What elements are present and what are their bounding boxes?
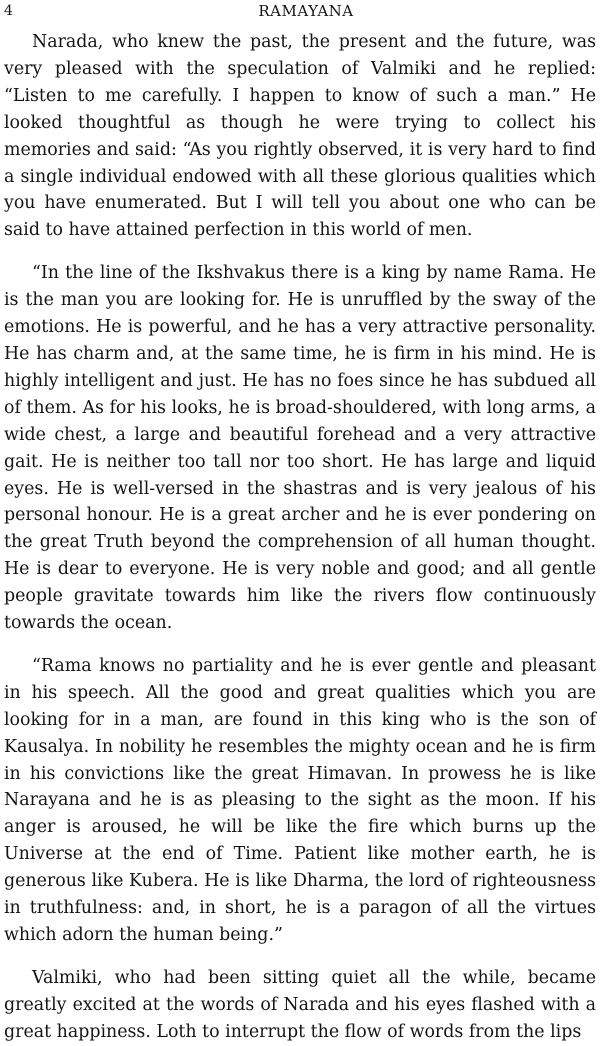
paragraph-narada-reply: Narada, who knew the past, the present and the future, was very pleased with the speculation of Valmiki and he replied: “Listen to me carefully. I happen to know of such a man.” He looked thoughtful as though he were trying to collect his memories and said: “As you rightly observed, it is very hard to find a single individual endowed with all these glorious qualities which you have enumerated. But I will tell you about one who can be said to have attained perfection in this world of men. — [4, 32, 596, 241]
paragraph-rama-description: “In the line of the Ikshvakus there is a king by name Rama. He is the man you are looking for. He is unruffled by the sway of the emotions. He is powerful, and he has a very attractive personality. He has charm and, at the same time, he is firm in his mind. He is highly intelligent and just. He has no foes since he has subdued all of them. As for his looks, he is broad-shouldered, with long arms, a wide chest, a large and beautiful forehead and a very attractive gait. He is neither too tall nor too short. He has large and liquid eyes. He is well-versed in the shastras and is very jealous of his personal honour. He is a great archer and he is ever pondering on the great Truth beyond the comprehension of all human thought. He is dear to everyone. He is very noble and good; and all gentle people gravitate towards him like the rivers flow continuously towards the ocean. — [4, 263, 596, 634]
page-number: 4 — [4, 3, 13, 19]
paragraph-rama-qualities: “Rama knows no partiality and he is ever gentle and pleasant in his speech. All the good and great qualities which you are looking for in a man, are found in this king who is the son of Kausalya. In nobility he resembles the mighty ocean and he is firm in his convictions like the great Himavan. In prowess he is like Narayana and he is as pleasing to the sight as the moon. If his anger is aroused, he will be like the fire which burns up the Universe at the end of Time. Patient like mother earth, he is generous like Kubera. He is like Dharma, the lord of righteousness in truthfulness: and, in short, he is a paragon of all the virtues which adorn the human being.” — [4, 655, 596, 945]
running-title: RAMAYANA — [258, 2, 354, 20]
running-head — [4, 2, 590, 24]
body-text — [4, 29, 596, 1046]
paragraph-valmiki-excited: Valmiki, who had been sitting quiet all the while, became greatly excited at the words of Narada and his eyes flashed with a great happiness. Loth to interrupt the flow of words from the lips — [4, 967, 596, 1042]
